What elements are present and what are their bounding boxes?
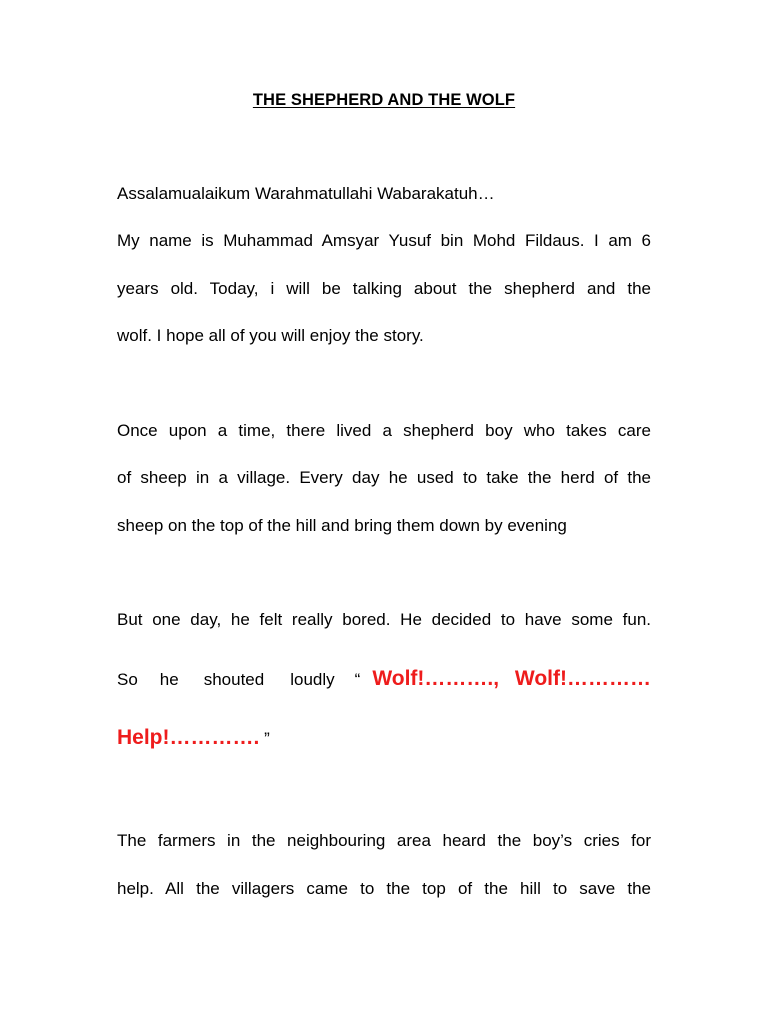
story-line-4: But one day, he felt really bored. He decided to have some fun. [117, 610, 651, 629]
shout-line [117, 665, 651, 693]
intro-line-3: wolf. I hope all of you will enjoy the story. [117, 326, 424, 345]
shout-word-so: So [117, 670, 138, 689]
intro-line-1: My name is Muhammad Amsyar Yusuf bin Mohd Fildaus. I am 6 [117, 231, 651, 250]
story-line-3: sheep on the top of the hill and bring them down by evening [117, 516, 567, 535]
shout-word-he: he [159, 670, 179, 689]
story-line-5: The farmers in the neighbouring area heard the boy’s cries for [117, 831, 651, 850]
story-line-6: help. All the villagers came to the top of the hill to save the [117, 879, 651, 898]
shout-word-shouted: shouted [203, 670, 265, 689]
help-line [117, 724, 651, 752]
shout-help: Help!…………. [117, 726, 260, 749]
story-line-2: of sheep in a village. Every day he used to take the herd of the [117, 468, 651, 487]
story-line-1: Once upon a time, there lived a shepherd boy who takes care [117, 421, 651, 440]
shout-word-loudly: loudly [290, 670, 335, 689]
document-title: THE SHEPHERD AND THE WOLF [252, 91, 516, 109]
shout-wolf-1: Wolf!………., [372, 667, 500, 690]
open-quote: “ [354, 670, 361, 689]
greeting-line: Assalamualaikum Warahmatullahi Wabarakatuh… [117, 184, 495, 203]
shout-wolf-2: Wolf!………… [514, 667, 651, 690]
close-quote: ” [259, 729, 270, 748]
intro-line-2: years old. Today, i will be talking about the shepherd and the [117, 279, 651, 298]
